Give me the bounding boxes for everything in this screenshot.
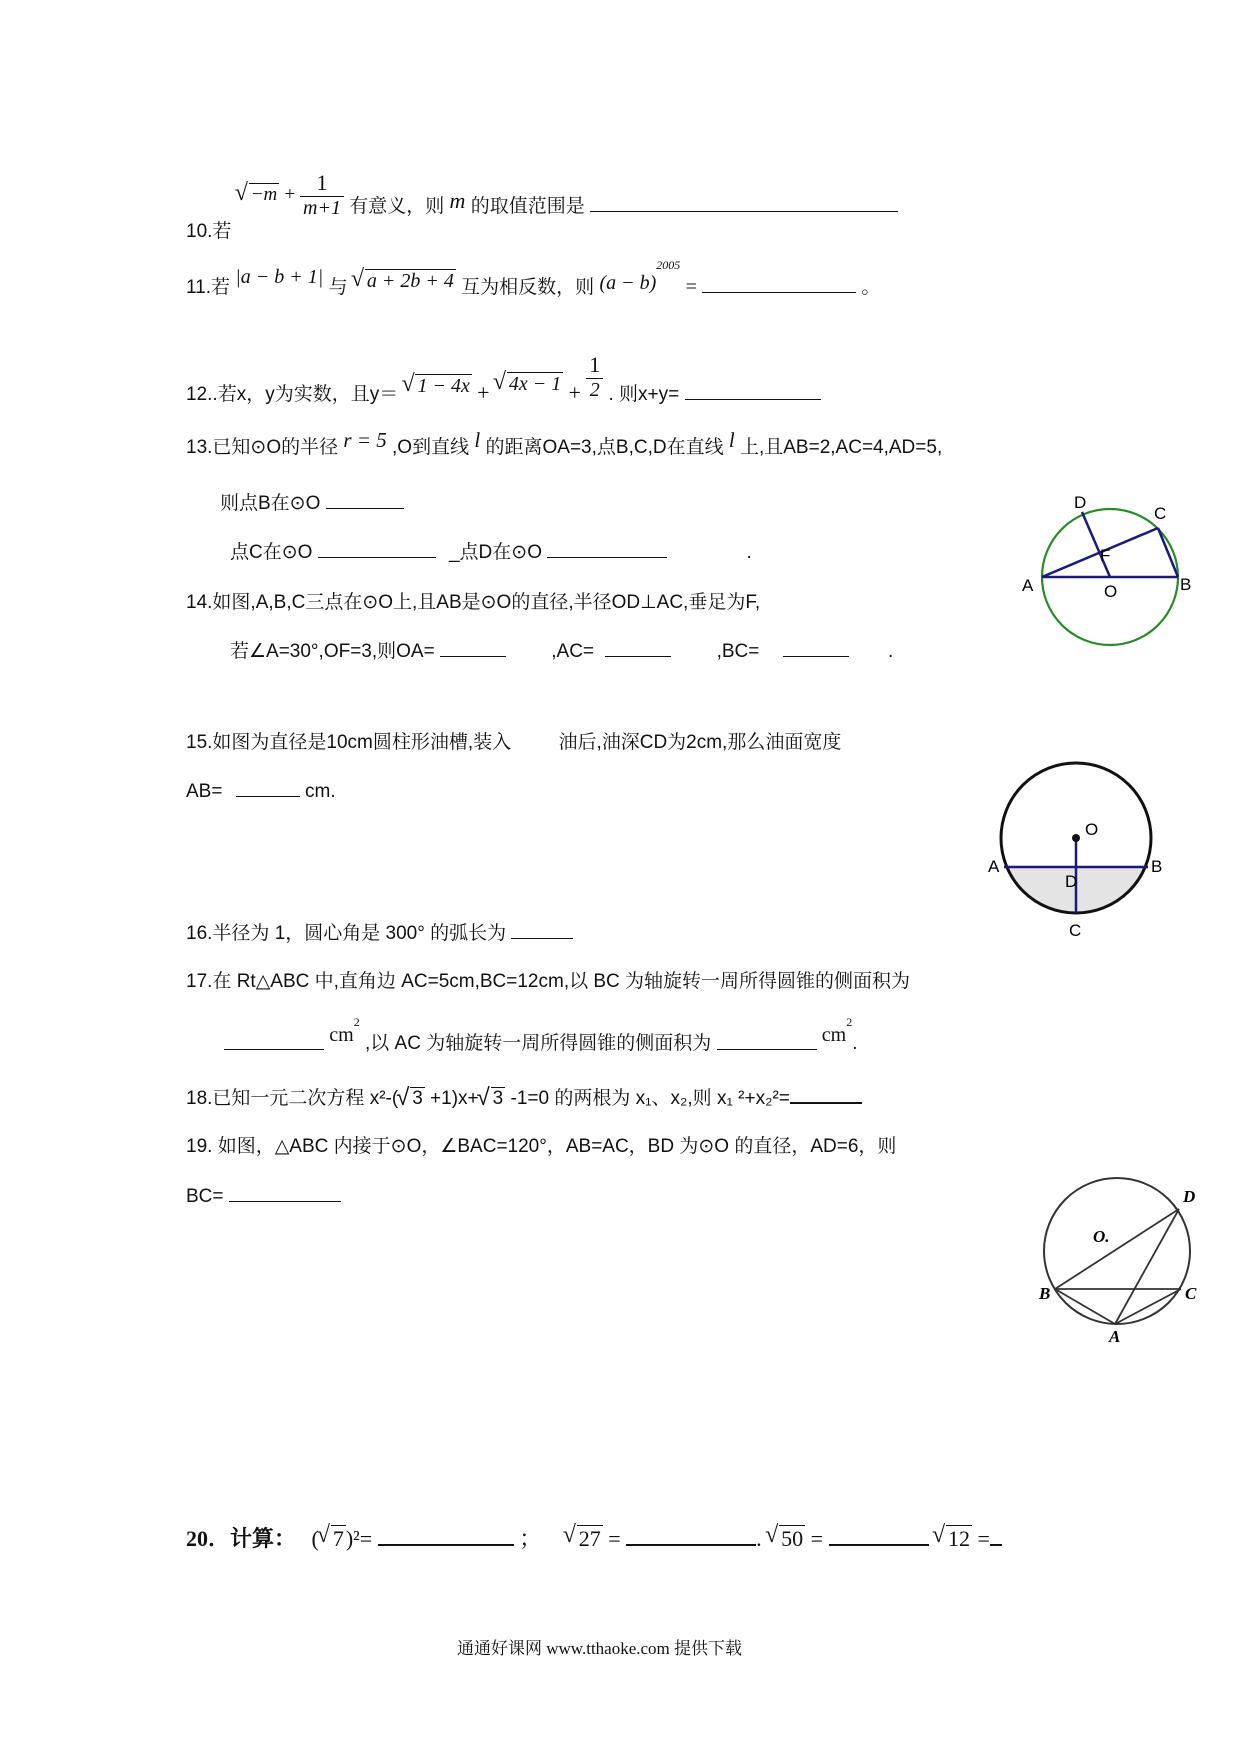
q20-blank-2[interactable]: [626, 1526, 756, 1546]
question-16: 16.半径为 1，圆心角是 300° 的弧长为: [186, 918, 573, 945]
q11-end: 。: [861, 277, 881, 298]
q11-abs: |a − b + 1|: [235, 266, 324, 288]
q10-answer-blank[interactable]: [590, 193, 898, 212]
q15-ab-blank[interactable]: [236, 778, 300, 797]
q10-sqrt: √ −m: [237, 184, 280, 206]
fig14-label-a: A: [1022, 576, 1034, 595]
figure-19-circle-diagram: [1035, 1165, 1215, 1345]
q10-number: 10.若: [186, 221, 232, 243]
question-17-line1: 17.在 Rt△ABC 中,直角边 AC=5cm,BC=12cm,以 BC 为轴旋转一周所得圆锥的侧面积为: [186, 971, 911, 992]
fig14-label-o: O: [1104, 582, 1118, 601]
question-15-line2: AB= cm.: [186, 778, 336, 803]
q20-blank-3[interactable]: [829, 1526, 929, 1546]
q10-fraction: $\frac{1}{m+1}$: [300, 170, 344, 220]
q18-answer-blank[interactable]: [790, 1084, 862, 1104]
figure-15-oil-tank-diagram: [985, 755, 1180, 940]
q18-sqrt-3-a: √ 3: [398, 1088, 425, 1110]
q13-c-blank[interactable]: [318, 539, 436, 558]
q11-equals: =: [685, 276, 697, 298]
q14-oa-blank[interactable]: [440, 638, 506, 657]
fig14-label-b: B: [1180, 575, 1192, 594]
fig19-circle: [1044, 1178, 1190, 1324]
question-14-line2: 若∠A=30°,OF=3,则OA= ,AC= ,BC= .: [230, 636, 893, 663]
fig19-label-b: B: [1039, 1284, 1051, 1303]
question-14-line1: 14.如图,A,B,C三点在⊙O上,且AB是⊙O的直径,半径OD⊥AC,垂足为F,: [186, 592, 761, 613]
q12-sqrt2: √ 4x − 1: [495, 373, 563, 396]
question-19-line1: 19. 如图，△ABC 内接于⊙O，∠BAC=120°，AB=AC，BD 为⊙O 的直径，AD=6，则: [186, 1136, 897, 1157]
question-13-line1: 13.已知⊙O的半径 r = 5 ,O到直线 l 的距离OA=3,点B,C,D在直线 l 上,且AB=2,AC=4,AD=5,: [186, 428, 943, 458]
figure-14-circle-diagram: [1010, 490, 1190, 660]
q20-blank-4[interactable]: [990, 1526, 1002, 1546]
question-10: 10.若 √ −m + $\frac{1}{m+1}$ 有意义，则 m 的取值范围是: [186, 172, 898, 222]
q12-sqrt1: √ 1 − 4x: [403, 375, 471, 398]
fig19-chord-ab: [1055, 1289, 1115, 1324]
q20-sqrt-12: √ 12: [934, 1526, 972, 1552]
q11-power: $(a - b)^{2005}$: [599, 258, 681, 294]
q10-text-mid: 有意义，则: [349, 196, 445, 218]
q11-number: 11.若: [186, 277, 231, 298]
q11-answer-blank[interactable]: [702, 282, 856, 293]
q10-var: m: [449, 188, 466, 214]
q13-d-blank[interactable]: [547, 539, 667, 558]
q14-bc-blank[interactable]: [783, 638, 849, 657]
question-13-line3: 点C在⊙O _点D在⊙O .: [230, 537, 752, 564]
q20-sqrt-50: √ 50: [767, 1526, 805, 1552]
q12-number: 12..若x，y为实数，且y＝: [186, 384, 399, 406]
fig15-label-d: D: [1065, 872, 1078, 891]
q18-sqrt-3-b: √ 3: [479, 1088, 506, 1110]
q20-sqrt-27: √ 27: [565, 1526, 603, 1552]
q11-text-b: 互为相反数，则: [461, 277, 595, 298]
question-19-line2: BC=: [186, 1183, 341, 1208]
q17-blank-1[interactable]: [224, 1037, 324, 1050]
fig19-label-d: D: [1183, 1187, 1196, 1206]
q12-text-end: . 则x+y=: [608, 384, 680, 406]
question-11: [186, 258, 881, 299]
question-13-line2: 则点B在⊙O: [220, 488, 404, 515]
fig14-chord-bc: [1158, 528, 1178, 577]
q20-blank-1[interactable]: [378, 1526, 514, 1546]
fig14-label-f: F: [1100, 546, 1111, 565]
fig15-label-c: C: [1069, 921, 1082, 940]
fig19-label-c: C: [1185, 1284, 1197, 1303]
q13-line-l1: l: [474, 428, 481, 452]
fig19-label-o: O.: [1093, 1227, 1110, 1246]
fig15-label-o: O: [1085, 820, 1099, 839]
q10-text-end: 的取值范围是: [470, 196, 585, 218]
fig14-label-c: C: [1154, 504, 1167, 523]
fig14-radius-od: [1082, 512, 1110, 577]
q14-ac-blank[interactable]: [605, 638, 671, 657]
question-15-line1: 15.如图为直径是10cm圆柱形油槽,装入 油后,油深CD为2cm,那么油面宽度: [186, 732, 842, 753]
q13-b-blank[interactable]: [326, 490, 404, 509]
q13-radius-expr: r = 5: [343, 428, 387, 452]
fig14-label-d: D: [1074, 493, 1087, 512]
q17-blank-2[interactable]: [717, 1037, 817, 1050]
q16-answer-blank[interactable]: [511, 920, 573, 939]
q13-line-l2: l: [728, 428, 735, 452]
question-12: 12..若x，y为实数，且y＝ √ 1 − 4x + √ 4x − 1 + $\frac{1}{2}$ . 则x+y=: [186, 370, 821, 420]
q12-fraction: $\frac{1}{2}$: [586, 352, 603, 402]
page-footer: 通通好课网 www.tthaoke.com 提供下载: [457, 1639, 743, 1658]
fig15-label-a: A: [988, 857, 1000, 876]
fig15-label-b: B: [1151, 857, 1163, 876]
fig19-diameter-bd: [1055, 1209, 1179, 1289]
q19-answer-blank[interactable]: [229, 1183, 341, 1202]
question-20: 20．计算： (√ 7)²= ； √ 27 = . √ 50 = √ 12 =: [186, 1522, 1002, 1553]
fig15-center-dot: [1072, 834, 1080, 842]
q11-sqrt: √ a + 2b + 4: [353, 270, 456, 293]
q20-label: 20．计算：: [186, 1526, 297, 1551]
q12-answer-blank[interactable]: [685, 381, 821, 400]
question-17-line2: $cm^2$ ,以 AC 为轴旋转一周所得圆锥的侧面积为 $cm^2$.: [224, 1028, 858, 1055]
fig19-label-a: A: [1109, 1327, 1121, 1346]
q20-sqrt-7: √ 7: [319, 1526, 346, 1552]
question-18: 18.已知一元二次方程 x²-(√ 3 +1)x+√ 3 -1=0 的两根为 x₁、x₂,则 x₁ ²+x₂²=: [186, 1083, 862, 1110]
q11-text-a: 与: [328, 277, 348, 298]
